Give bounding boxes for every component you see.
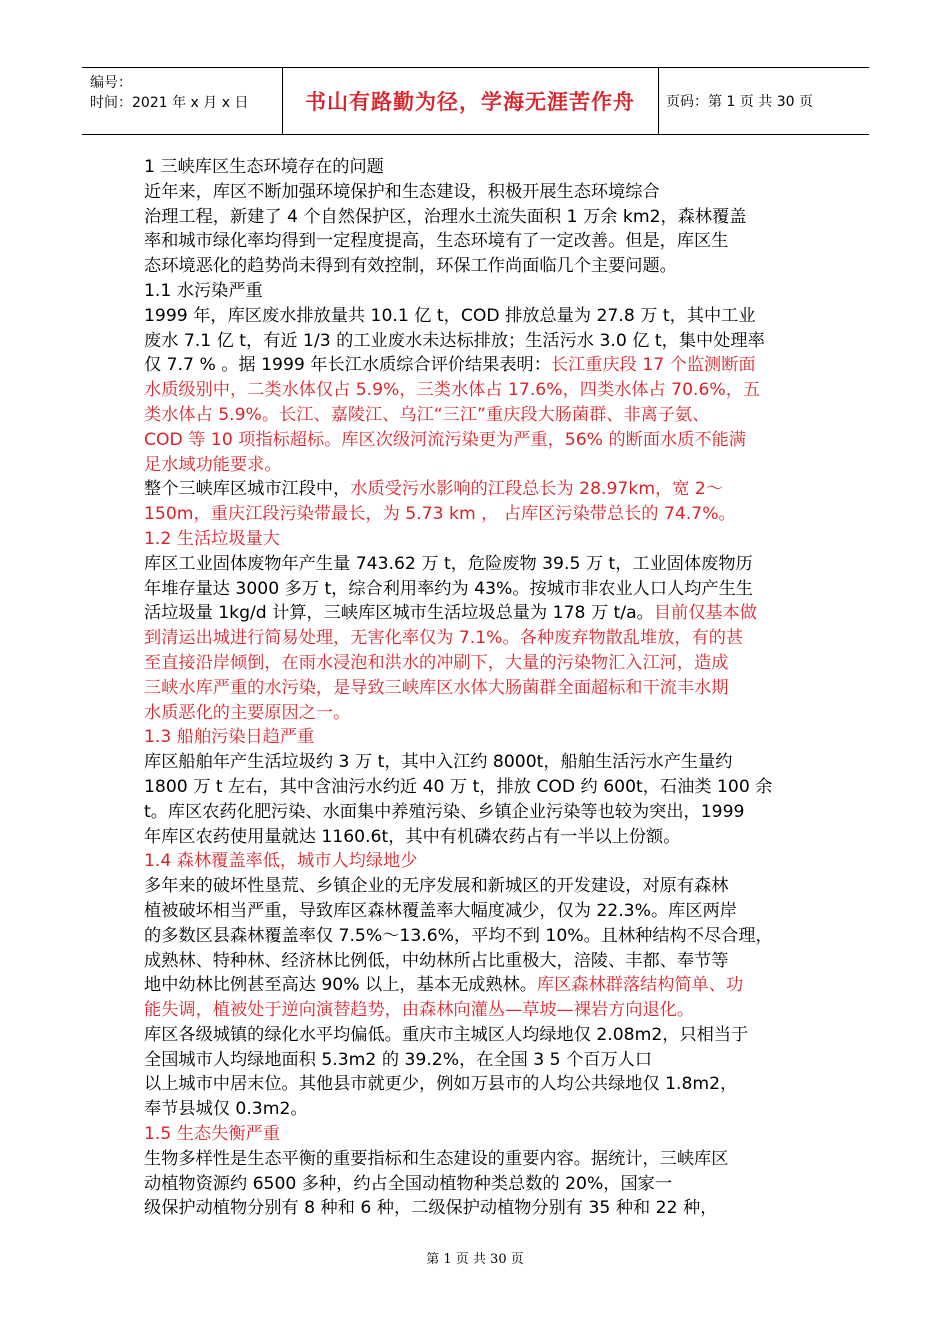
highlighted-text: 水质级别中，二类水体仅占 5.9%，三类水体占 17.6%，四类水体占 70.6%，五 (144, 380, 761, 401)
text-line (144, 1196, 824, 1221)
body-text: 废水 7.1 亿 t，有近 1/3 的工业废水未达标排放；生活污水 3.0 亿 t，集中处理率 (144, 330, 765, 351)
body-text: 库区工业固体废物年产生量 743.62 万 t，危险废物 39.5 万 t，工业固体废物历 (144, 553, 753, 574)
text-line (144, 155, 824, 180)
text-line (144, 849, 824, 874)
highlighted-text: 1.3 船舶污染日趋严重 (144, 727, 315, 748)
text-line (144, 403, 824, 428)
text-line (144, 676, 824, 701)
highlighted-text: 1.2 生活垃圾量大 (144, 528, 280, 549)
document-body (144, 155, 824, 1221)
text-line (144, 949, 824, 974)
text-line (144, 1048, 824, 1073)
text-line (144, 1023, 824, 1048)
text-line (144, 378, 824, 403)
text-line (144, 1172, 824, 1197)
text-line (144, 899, 824, 924)
text-line (144, 626, 824, 651)
text-line (144, 775, 824, 800)
text-line (144, 1072, 824, 1097)
highlighted-text: 能失调，植被处于逆向演替趋势，由森林向灌丛—草坡—裸岩方向退化。 (144, 1000, 695, 1021)
highlighted-text: 150m，重庆江段污染带最长，为 5.73 km ， 占库区污染带总长的 74.7%。 (144, 504, 736, 525)
text-line (144, 825, 824, 850)
text-line (144, 1122, 824, 1147)
body-text: 态环境恶化的趋势尚未得到有效控制，环保工作尚面临几个主要问题。 (144, 256, 677, 277)
highlighted-text: 到清运出城进行简易处理，无害化率仅为 7.1%。各种废弃物散乱堆放，有的甚 (144, 628, 744, 649)
text-line (144, 651, 824, 676)
body-text: 以上城市中居末位。其他县市就更少，例如万县市的人均公共绿地仅 1.8m2， (144, 1074, 738, 1095)
text-line (144, 1147, 824, 1172)
text-line (144, 453, 824, 478)
body-text: 1.1 水污染严重 (144, 280, 263, 301)
text-line (144, 254, 824, 279)
body-text: 全国城市人均绿地面积 5.3m2 的 39.2%，在全国 3 5 个百万人口 (144, 1049, 653, 1070)
body-text: 库区各级城镇的绿化水平均偏低。重庆市主城区人均绿地仅 2.08m2，只相当于 (144, 1024, 749, 1045)
body-text: 库区船舶年产生活垃圾约 3 万 t，其中入江约 8000t，船舶生活污水产生量约 (144, 752, 733, 773)
highlighted-text: 1.4 森林覆盖率低，城市人均绿地少 (144, 851, 418, 872)
highlighted-text: 长江重庆段 17 个监测断面 (550, 355, 756, 376)
body-text: 近年来，库区不断加强环境保护和生态建设，积极开展生态环境综合 (144, 181, 660, 202)
body-text: 率和城市绿化率均得到一定程度提高，生态环境有了一定改善。但是，库区生 (144, 231, 729, 252)
body-text: 植被破坏相当严重，导致库区森林覆盖率大幅度减少，仅为 22.3%。库区两岸 (144, 900, 737, 921)
body-text: t。库区农药化肥污染、水面集中养殖污染、乡镇企业污染等也较为突出，1999 (144, 801, 745, 822)
text-line (144, 701, 824, 726)
document-date: 时间：2021 年 x 月 x 日 (90, 95, 249, 111)
highlighted-text: 三峡水库严重的水污染，是导致三峡库区水体大肠菌群全面超标和干流丰水期 (144, 677, 729, 698)
text-line (144, 750, 824, 775)
body-text: 级保护动植物分别有 8 种和 6 种，二级保护动植物分别有 35 种和 22 种， (144, 1198, 718, 1219)
body-text: 奉节县城仅 0.3m2。 (144, 1099, 308, 1120)
text-line (144, 800, 824, 825)
body-text: 仅 7.7 % 。据 1999 年长江水质综合评价结果表明： (144, 355, 551, 376)
text-line (144, 998, 824, 1023)
highlighted-text: COD 等 10 项指标超标。库区次级河流污染更为严重，56% 的断面水质不能满 (144, 429, 746, 450)
header-motto: 书山有路勤为径，学海无涯苦作舟 (282, 68, 659, 134)
text-line (144, 205, 824, 230)
text-line (144, 973, 824, 998)
header-meta (82, 68, 283, 134)
text-line (144, 577, 824, 602)
body-text: 治理工程，新建了 4 个自然保护区，治理水土流失面积 1 万余 km2，森林覆盖 (144, 206, 747, 227)
highlighted-text: 目前仅基本做 (653, 603, 757, 624)
text-line (144, 353, 824, 378)
highlighted-text: 类水体占 5.9%。长江、嘉陵江、乌江“三江”重庆段大肠菌群、非离子氨、 (144, 404, 710, 425)
page-header (82, 67, 869, 135)
body-text: 多年来的破坏性垦荒、乡镇企业的无序发展和新城区的开发建设，对原有森林 (144, 876, 729, 897)
header-page-number: 页码：第 1 页 共 30 页 (666, 94, 813, 110)
body-text: 年堆存量达 3000 多万 t，综合利用率约为 43%。按城市非农业人口人均产生生 (144, 578, 753, 599)
text-line (144, 180, 824, 205)
text-line (144, 874, 824, 899)
text-line (144, 502, 824, 527)
text-line (144, 924, 824, 949)
body-text: 成熟林、特种林、经济林比例低，中幼林所占比重极大，涪陵、丰都、奉节等 (144, 950, 729, 971)
text-line (144, 279, 824, 304)
text-line (144, 601, 824, 626)
body-text: 整个三峡库区城市江段中， (144, 479, 351, 500)
highlighted-text: 足水域功能要求。 (144, 454, 282, 475)
body-text: 1 三峡库区生态环境存在的问题 (144, 157, 384, 177)
text-line (144, 552, 824, 577)
text-line (144, 304, 824, 329)
text-line (144, 1097, 824, 1122)
highlighted-text: 水质受污水影响的江段总长为 28.97km，宽 2～ (350, 479, 724, 500)
highlighted-text: 水质恶化的主要原因之一。 (144, 702, 351, 723)
highlighted-text: 1.5 生态失衡严重 (144, 1124, 280, 1145)
text-line (144, 329, 824, 354)
document-number: 编号： (90, 75, 132, 91)
body-text: 地中幼林比例甚至高达 90% 以上，基本无成熟林。 (144, 975, 537, 996)
text-line (144, 527, 824, 552)
highlighted-text: 库区森林群落结构简单、功 (536, 975, 744, 996)
highlighted-text: 至直接沿岸倾倒，在雨水浸泡和洪水的冲刷下，大量的污染物汇入江河，造成 (144, 652, 729, 673)
text-line (144, 725, 824, 750)
body-text: 年库区农药使用量就达 1160.6t，其中有机磷农药占有一半以上份额。 (144, 826, 681, 847)
text-line (144, 428, 824, 453)
text-line (144, 229, 824, 254)
body-text: 1800 万 t 左右，其中含油污水约近 40 万 t，排放 COD 约 600t，石油类 100 余 (144, 776, 773, 797)
body-text: 动植物资源约 6500 多种，约占全国动植物种类总数的 20%，国家一 (144, 1173, 673, 1194)
page-footer: 第 1 页 共 30 页 (426, 1252, 524, 1267)
body-text: 生物多样性是生态平衡的重要指标和生态建设的重要内容。据统计，三峡库区 (144, 1148, 729, 1169)
body-text: 1999 年，库区废水排放量共 10.1 亿 t，COD 排放总量为 27.8 万 t，其中工业 (144, 305, 756, 326)
body-text: 活垃圾量 1kg/d 计算，三峡库区城市生活垃圾总量为 178 万 t/a。 (144, 603, 654, 624)
text-line (144, 477, 824, 502)
body-text: 的多数区县森林覆盖率仅 7.5%～13.6%，平均不到 10%。且林种结构不尽合理， (144, 925, 773, 946)
